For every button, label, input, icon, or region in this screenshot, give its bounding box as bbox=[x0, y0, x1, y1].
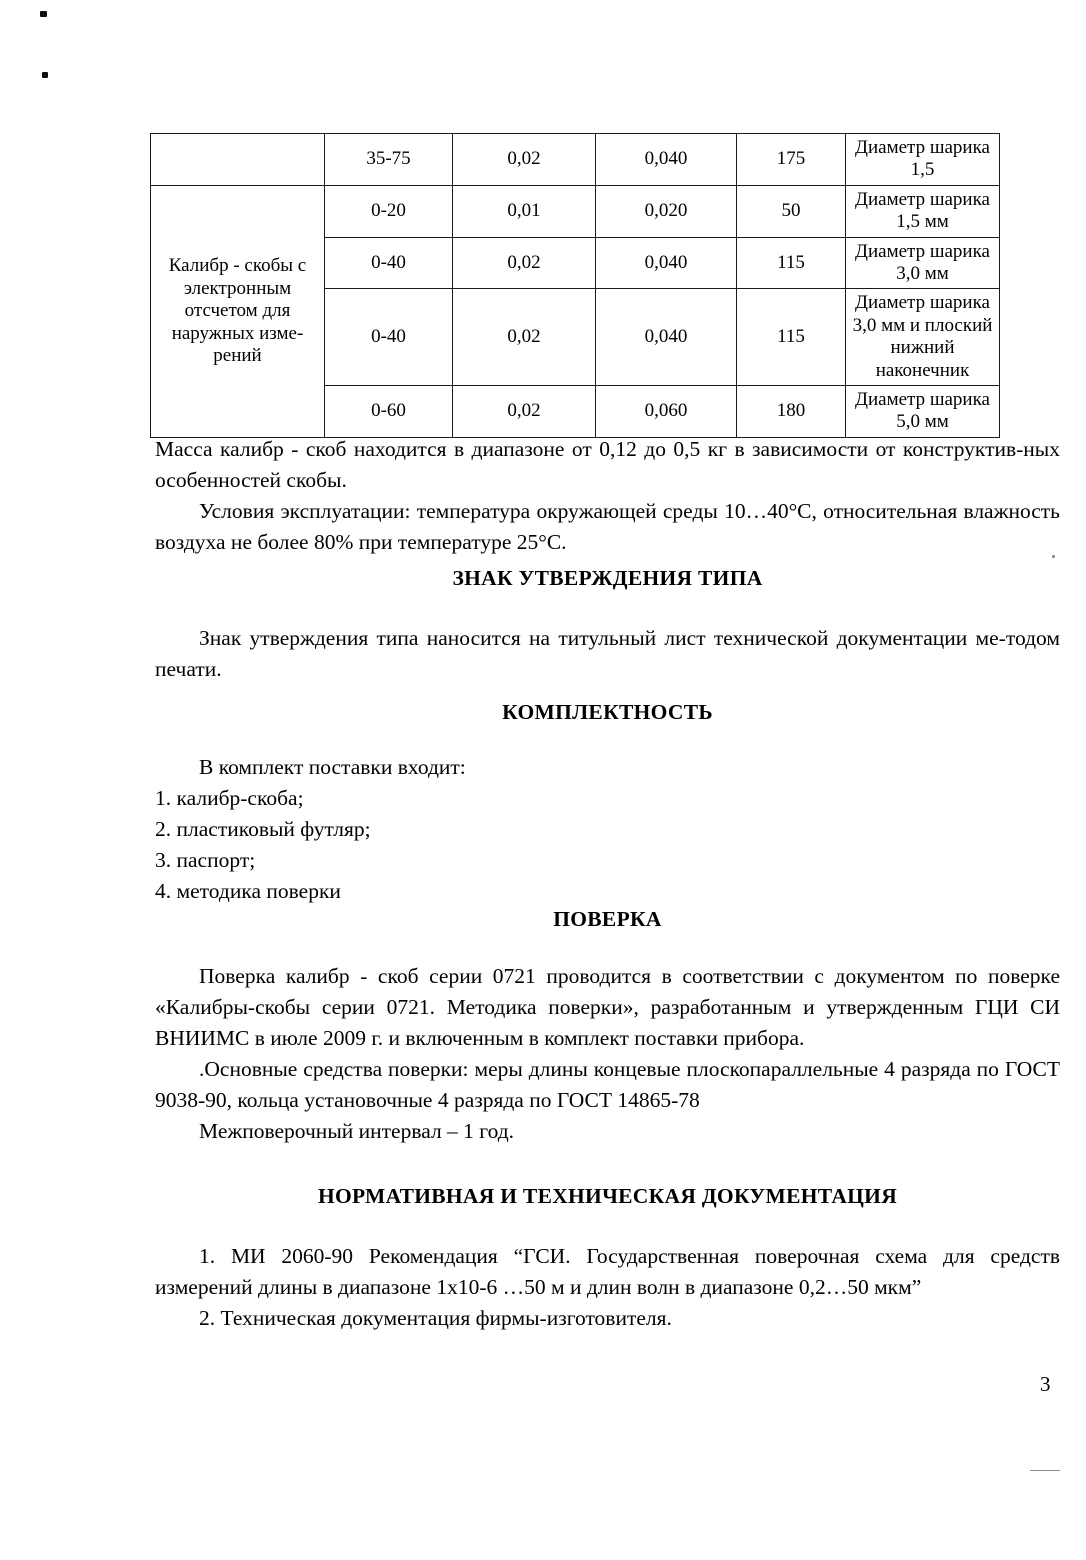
cell-note: Диаметр шарика 3,0 мм и плоский нижний наконечник bbox=[846, 289, 1000, 386]
cell-error: 0,040 bbox=[596, 289, 737, 386]
cell-error: 0,060 bbox=[596, 386, 737, 438]
paragraph-verification-interval: Межповерочный интервал – 1 год. bbox=[199, 1119, 515, 1143]
cell-discreteness: 0,02 bbox=[453, 237, 596, 289]
table-row bbox=[151, 185, 1000, 237]
table-row bbox=[151, 134, 1000, 186]
cell-discreteness: 0,02 bbox=[453, 386, 596, 438]
cell-range: 0-40 bbox=[325, 237, 453, 289]
cell-mass: 175 bbox=[737, 134, 846, 186]
list-item: 2. пластиковый футляр; bbox=[155, 817, 371, 841]
cell-note: Диаметр шарика 3,0 мм bbox=[846, 237, 1000, 289]
cell-range: 0-20 bbox=[325, 185, 453, 237]
list-item: 3. паспорт; bbox=[155, 848, 256, 872]
scan-speck-icon bbox=[42, 72, 48, 78]
paragraph-verification-2: .Основные средства поверки: меры длины концевые плоскопараллельные 4 разряда по ГОСТ 9038-90, кольца установочные 4 разряда по ГОСТ 14865-78 bbox=[155, 1057, 1060, 1112]
paragraph-completeness-intro: В комплект поставки входит: bbox=[199, 755, 466, 779]
cell-name bbox=[151, 134, 325, 186]
cell-name-merged: Калибр - скобы с электронным отсчетом для наружных изме-рений bbox=[151, 185, 325, 437]
scan-speck-icon bbox=[1030, 1470, 1060, 1471]
list-item: 4. методика поверки bbox=[155, 879, 341, 903]
heading-documentation: НОРМАТИВНАЯ И ТЕХНИЧЕСКАЯ ДОКУМЕНТАЦИЯ bbox=[317, 1184, 898, 1208]
heading-type-mark: ЗНАК УТВЕРЖДЕНИЯ ТИПА bbox=[452, 566, 763, 590]
cell-mass: 115 bbox=[737, 237, 846, 289]
heading-completeness: КОМПЛЕКТНОСТЬ bbox=[502, 700, 713, 724]
cell-discreteness: 0,02 bbox=[453, 289, 596, 386]
paragraph-conditions: Условия эксплуатации: температура окружающей среды 10…40°С, относительная влажность воздуха не более 80% при температуре 25°С. bbox=[155, 499, 1060, 554]
cell-discreteness: 0,01 bbox=[453, 185, 596, 237]
cell-range: 0-40 bbox=[325, 289, 453, 386]
cell-mass: 180 bbox=[737, 386, 846, 438]
cell-error: 0,040 bbox=[596, 237, 737, 289]
cell-mass: 115 bbox=[737, 289, 846, 386]
paragraph-verification-1: Поверка калибр - скоб серии 0721 проводится в соответствии с документом по поверке «Калибры-скобы серии 0721. Методика поверки», разработанным и утвержденным ГЦИ СИ ВНИИМС в июле 2009 г. и включенным в комплект поставки прибора. bbox=[155, 964, 1060, 1050]
scan-speck-icon bbox=[40, 11, 47, 17]
cell-range: 35-75 bbox=[325, 134, 453, 186]
paragraph-documentation-1: 1. МИ 2060-90 Рекомендация “ГСИ. Государственная поверочная схема для средств измерений длины в диапазоне 1x10-6 …50 м и длин волн в диапазоне 0,2…50 мкм” bbox=[155, 1244, 1060, 1299]
specification-table bbox=[150, 133, 993, 438]
cell-error: 0,040 bbox=[596, 134, 737, 186]
cell-error: 0,020 bbox=[596, 185, 737, 237]
cell-note: Диаметр шарика 5,0 мм bbox=[846, 386, 1000, 438]
cell-range: 0-60 bbox=[325, 386, 453, 438]
cell-note: Диаметр шарика 1,5 мм bbox=[846, 185, 1000, 237]
list-item: 1. калибр-скоба; bbox=[155, 786, 304, 810]
cell-mass: 50 bbox=[737, 185, 846, 237]
paragraph-mass: Масса калибр - скоб находится в диапазоне от 0,12 до 0,5 кг в зависимости от конструктив-ных особенностей скобы. bbox=[155, 437, 1060, 492]
heading-verification: ПОВЕРКА bbox=[553, 907, 662, 931]
cell-discreteness: 0,02 bbox=[453, 134, 596, 186]
cell-note: Диаметр шарика 1,5 bbox=[846, 134, 1000, 186]
paragraph-documentation-2: 2. Техническая документация фирмы-изготовителя. bbox=[199, 1306, 672, 1330]
paragraph-type-mark: Знак утверждения типа наносится на титульный лист технической документации ме-тодом печати. bbox=[155, 626, 1060, 681]
page-number: 3 bbox=[1040, 1372, 1051, 1396]
